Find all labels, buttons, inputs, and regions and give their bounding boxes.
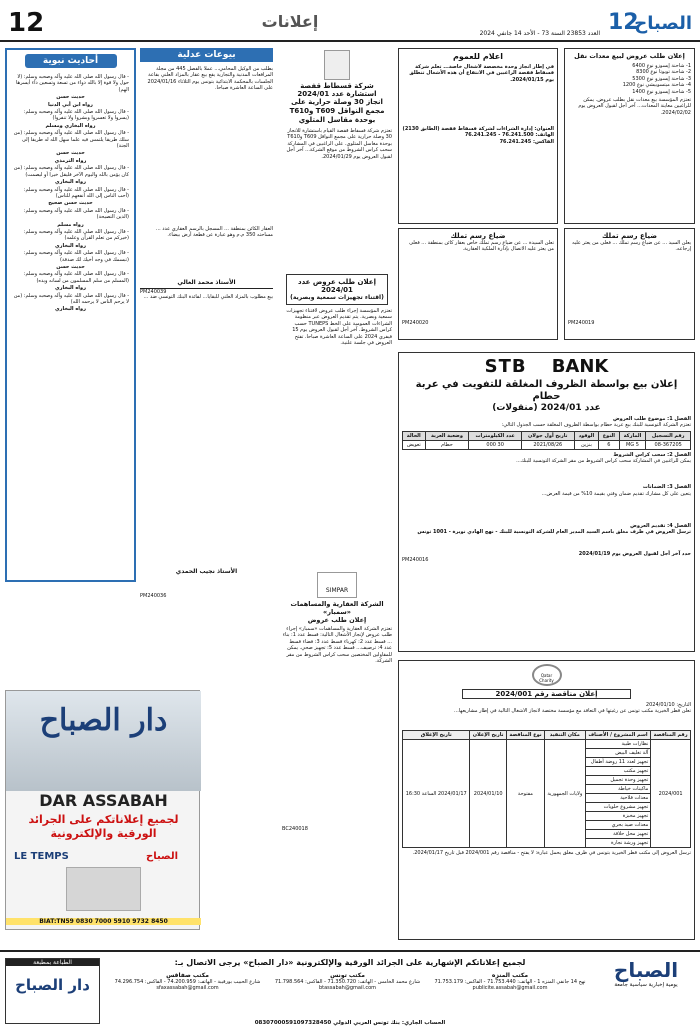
hadith-title: أحاديث نبوية [25, 54, 117, 68]
stb-ch1: الفصل 1: موضوع طلب العروض [612, 416, 691, 422]
judicial-body1: بطلب من الوكيل المحامي... عملا بالفصل 445 من مجلة المرافعات المدنية والتجارية يقع بيع عقار بالمزاد العلني بقاعة الجلسات بالمحكمة الابتدائية بتونس يوم الثلاثاء 2024/01/16 على الساعة العاشرة صباحا. [147, 66, 273, 92]
print-box [5, 958, 100, 1024]
hadith-item: - قال رسول الله صلى الله عليه وآله وصحبه وسلم: (تبسمك في وجه أخيك لك صدقة) [23, 250, 129, 263]
qatar-table [402, 730, 691, 848]
notice-body: في إطار انجاز وحدة مخصصة لأشغال خاصة... تعلم شركة فسفاط قفصة الراغبين في الانتفاع أن هذه الأشغال تنطلق يوم 2024/01/15. [409, 64, 554, 83]
qatar-title: إعلان مناقصة رقم 2024/001 [462, 689, 631, 699]
sale-item: 1- شاحنة إيسوزو نوع 6400 [632, 63, 691, 69]
stb-col-header: عدد الكيلومترات [469, 431, 522, 440]
qatar-item: تجهيز ورشة نجارة [585, 839, 651, 848]
sale-item: 4- شاحنة ميتسوبيشي نوع 1200 [622, 82, 691, 89]
svg-text:الصباح: الصباح [634, 13, 692, 34]
hadith-item: حديث حسن صحيح [48, 200, 93, 207]
qatar-ad [398, 660, 695, 940]
stb-code: PM240016 [402, 557, 429, 564]
footer-logo-text: الصباح [613, 958, 679, 982]
page-footer [0, 950, 700, 1029]
sale-item: 2- شاحنة تويوتا نوع 8300 [636, 69, 691, 76]
stb-ch3-body: يتعين على كل مشارك تقديم ضمان وقتي بقيمة 10% من قيمة العرض... [541, 490, 691, 497]
judicial-lawyer: الأستاذ محمد الغالي [177, 279, 236, 286]
office2-title: مكتب تونس [330, 972, 365, 979]
ad-name-en: DAR ASSABAH [39, 791, 168, 810]
stb-cell: 6 [599, 440, 619, 449]
sale-title: إعلان طلب عروض لبيع معدات نقل [574, 52, 685, 60]
hadith-item: - قال رسول الله صلى الله عليه وآله وصحبه وسلم: (المسلم من سلم المسلمون من لسانه ويده) [23, 271, 129, 284]
ad-slogan: لجميع إعلاناتكم على الجرائد الورقية والإلكترونية [28, 813, 179, 840]
qatar-item: تجهيز وحدة تجميل [585, 776, 651, 785]
offer-body: تعتزم المؤسسة إجراء طلب عروض لاقتناء تجهيزات سمعية وبصرية. يتم تقديم العروض عبر منظومة الشراءات العمومية على الخط TUNEPS حسب كراس الشروط. آخر أجل لقبول العروض يوم 15 فيفري 2024 على الساعة العاشرة صباحا. تفتح العروض في جلسة علنية. [286, 308, 392, 347]
qatar-item: تجهيز مخبزة [585, 812, 651, 821]
lost2-code: PM240019 [568, 320, 595, 326]
qatar-ref: 2024/001 [651, 740, 691, 848]
judicial-lawyer2: الأستاذ نجيب الحمدي [175, 568, 238, 575]
footer-tagline: يومية إخبارية سياسية جامعة [614, 982, 678, 988]
judicial-code2: PM240036 [140, 593, 167, 599]
lost2-body: يعلن السيد ... عن ضياع رسم تملك ... فعلى من يعثر عليه إرجاعه. [572, 240, 691, 253]
qatar-open-date: 2024/01/10 [470, 740, 507, 848]
cpg-title: شركة قسطاط قفصة [300, 82, 374, 90]
stb-cell: 30 000 [469, 440, 522, 449]
stb-ch3: الفصل 3: الضمانات [642, 484, 691, 491]
col5 [564, 48, 695, 346]
notice-addr: العنوان: إدارة الشراءات لشركة فسفاط قفصة (الطابق 2130) [402, 126, 554, 132]
office2-body: شارع محمد الخامس - الهاتف: 71.350.720 - الفاكس: 71.798.564 [274, 979, 421, 985]
qatar-col-header: تاريخ الإغلاق [403, 731, 470, 740]
qatar-col-header: اسم المشروع / الأصناف [585, 731, 651, 740]
offer-title: إعلان طلب عروض عدد 2024/01 [298, 278, 376, 294]
qatar-item: معدات صيد بحري [585, 821, 651, 830]
issue-info: العدد 23853 السنة 73 - الأحد 14 جانفي 2024 [479, 30, 600, 37]
footer-bank: الحساب الجاري: بنك تونس العربي الدولي 08307000591097328450 [254, 1020, 446, 1026]
hadith-item: - قال رسول الله صلى الله عليه وآله وصحبه وسلم: (خيركم من تعلم القرآن وعلمه) [23, 228, 129, 242]
lost-code: PM240020 [402, 320, 429, 326]
hadith-item: رواه مسلم [57, 221, 84, 228]
judicial-code: PM240039 [140, 289, 167, 295]
footer-office1 [430, 972, 590, 991]
ad-assabah-small: الصباح [146, 851, 179, 862]
simpar-sub: إعلان طلب عروض [307, 616, 367, 624]
stb-col-header: الوقود [574, 431, 599, 440]
offer-title-box [286, 274, 388, 305]
notice-title: اعلام للعموم [453, 52, 503, 61]
sale-item: 3- شاحنة إيسوزو نوع 5300 [632, 75, 691, 82]
simpar-logo: SIMPAR [317, 572, 357, 598]
footer-office3 [110, 972, 265, 991]
qatar-col-header: مكان التنفيذ [544, 731, 585, 740]
qatar-footer: ترسل العروض إلى مكتب قطر الخيرية بتونس في ظرف مغلق يحمل عبارة: لا يفتح - مناقصة رقم 2024/001 قبل تاريخ 2024/01/17. [412, 850, 691, 857]
judicial-title: بيوعات عدلية [140, 48, 273, 62]
page-number: 12 [8, 8, 45, 38]
qatar-item: تجهيز مكتب [585, 767, 651, 776]
lost-box [398, 228, 558, 340]
table-row [403, 740, 691, 749]
office2-mail: btassabah@gmail.com [318, 985, 377, 992]
stb-ad [398, 352, 695, 652]
lost-body: تعلن السيدة ... عن ضياع رسم تملك خاص بعقار كائن بمنطقة ... فعلى من يعثر عليه الاتصال بإدارة الملكية العقارية. [409, 240, 554, 253]
masthead-logo [606, 3, 694, 37]
ad-bank-line: BIAT:TN59 0830 7000 5910 9732 8450 [6, 918, 201, 925]
hadith-list [7, 72, 134, 316]
notice-phone: الهاتف: 76.241.500 - 76.241.245 [464, 132, 554, 139]
transport-sale-box [564, 48, 695, 224]
qatar-col-header: تاريخ الإعلان [470, 731, 507, 740]
qatar-item: تجهيز محل حلاقة [585, 830, 651, 839]
stb-col-header: تاريخ أول جولان [521, 431, 574, 440]
stb-deadline: حدد آخر أجل لقبول العروض يوم 2024/01/19 [578, 551, 691, 558]
lost2-title: ضياع رسم تملك [601, 232, 657, 240]
ad-letemps: LE TEMPS [14, 851, 69, 862]
footer-main: لجميع إعلاناتكم الإشهارية على الجرائد الورقية والإلكترونية «دار الصباح» يرجى الاتصال بـ: [174, 958, 526, 967]
divider [140, 288, 273, 289]
hadith-item: - قال رسول الله صلى الله عليه وآله وصحبه وسلم: (يسروا ولا تعسروا وبشروا ولا تنفروا) [23, 109, 129, 122]
stb-cell: 2021/08/26 [521, 440, 574, 449]
judicial-body3: بيع مطلوب بالمزاد العلني للبقايا... لفائدة البنك التونسي ضد ... [143, 294, 273, 300]
hadith-item: حديث حسن [56, 263, 85, 270]
qatar-close-date: 2024/01/17 الساعة 16:30 [403, 740, 470, 848]
hadith-item: رواه البخاري [55, 285, 86, 292]
hadith-item: حديث حسن [56, 94, 85, 101]
notice-box [398, 48, 558, 224]
stb-cell: حطام [425, 440, 469, 449]
qatar-item: نظارات طبية [585, 740, 651, 749]
cpg-sub: استشارة عدد 2024/01 [297, 90, 377, 98]
office3-body: شارع الحبيب بورقيبة - الهاتف: 74.200.959 - الفاكس: 74.296.754 [114, 979, 261, 985]
hadith-item: - قال رسول الله صلى الله عليه وآله وصحبه وسلم: (لا حول ولا قوة إلا بالله دواء من تسعة وتسعين داء أيسرها الهم) [15, 74, 129, 93]
stb-ch1-body: تعتزم الشركة التونسية للبنك بيع عربة حطام بواسطة الظروف المغلقة حسب الجدول التالي: [501, 422, 691, 429]
qatar-date: التاريخ: 2024/01/10 [645, 702, 691, 708]
hadith-item: حديث حسن [56, 150, 85, 157]
qatar-col-header: نوع المناقصة [506, 731, 544, 740]
hadith-item: رواه البخاري [55, 306, 86, 313]
office1-title: مكتب المنزه [491, 972, 529, 979]
stb-col-header: الماركة [619, 431, 646, 440]
hadith-item: رواه البخاري [55, 179, 86, 186]
stb-cell: MG 5 [619, 440, 646, 449]
hadith-item: - قال رسول الله صلى الله عليه وآله وصحبه وسلم: (من لا يرحم الناس لا يرحمه الله) [13, 292, 129, 305]
section-title: إعلانات [261, 12, 319, 31]
qatar-item: معدات فلاحية [585, 794, 651, 803]
hadith-item: رواه البخاري [55, 242, 86, 249]
col4 [398, 48, 558, 346]
print-logo: دار الصباح [15, 976, 90, 994]
stb-logo [402, 356, 691, 377]
hadith-item: رواه الترمذي [54, 157, 87, 164]
judicial-sales [140, 48, 273, 678]
stb-name: STB [484, 356, 527, 377]
office1-body: نهج 14 جانفي المنزه 1 - الهاتف: 71.753.440 - الفاكس: 71.753.179 [434, 979, 586, 985]
print-label: الطباعة بمطبعة [6, 959, 99, 966]
hadith-item: رواه البخاري ومسلم [45, 122, 96, 129]
hadith-item: - قال رسول الله صلى الله عليه وآله وصحبه وسلم: (الدين النصيحة) [23, 207, 129, 221]
footer-logo [596, 958, 696, 988]
stb-ch4-body: ترسل العروض في ظرف مغلق باسم السيد المدير العام للشركة التونسية للبنك - نهج الهادي نويرة - 1001 تونس [417, 529, 691, 536]
hadith-box [5, 48, 136, 582]
hadith-item: - قال رسول الله صلى الله عليه وآله وصحبه وسلم: (أحب الناس إلى الله أنفعهم للناس) [23, 186, 129, 199]
lost-title: ضياع رسم تملك [450, 232, 506, 240]
sale-item: 5- شاحنة إيسوزو نوع 1400 [632, 88, 691, 95]
qatar-item: آلة تغليف البيض [585, 749, 651, 758]
qatar-body: تعلن قطر الخيرية مكتب تونس عن رغبتها في التعاقد مع مؤسسة مختصة لانجاز الأشغال التالية في إطار مشاريعها... [454, 708, 691, 715]
stb-cell: تعويض [403, 440, 426, 449]
qatar-logo: Qatar Charity [532, 664, 562, 686]
sale-body: تعتزم المؤسسة بيع معدات نقل بطلب عروض. يمكن للراغبين معاينة المعدات... آخر أجل لقبول العروض يوم 2024/02/02. [578, 97, 691, 116]
header-rule [0, 40, 700, 42]
stb-cell: بنزين [574, 440, 599, 449]
stb-bank-word: BANK [551, 356, 609, 377]
qatar-type: مفتوحة [506, 740, 544, 848]
ad-logo: دار الصباح [39, 703, 168, 738]
stb-subtitle: عدد 2024/01 (منقولات) [492, 403, 601, 413]
col3 [282, 48, 392, 908]
hadith-item: - قال رسول الله صلى الله عليه وآله وصحبه وسلم: (من كان يؤمن بالله واليوم الآخر فليقل خيرا أو ليصمت) [13, 165, 129, 178]
simpar-title: الشركة العقارية والمساهمات «سمبار» [290, 600, 384, 616]
cpg-body: تعتزم شركة فسفاط قفصة القيام باستشارة للانجاز 30 وصلة حرارية على مجمع النواقل T609 وT610 بوحدة مغاسل المتلوي. على الراغبين في المشاركة سحب كراس الشروط من موقع الشركة... آخر أجل لقبول العروض يوم 2024/01/29. [286, 128, 392, 160]
office3-title: مكتب صفاقس [166, 972, 209, 979]
qatar-col-header: رقم المناقصة [651, 731, 691, 740]
hadith-item: - قال رسول الله صلى الله عليه وآله وصحبه وسلم: (من سلك طريقا يلتمس فيه علما سهل الله له طريقا إلى الجنة) [13, 130, 129, 150]
qatar-item: تجهيز لعدد 11 روضة أطفال [585, 758, 651, 767]
stb-col-header: النوع [599, 431, 619, 440]
footer-office2 [270, 972, 425, 991]
page-header [0, 0, 700, 42]
table-row [403, 440, 691, 449]
stb-col-header: رقم التسجيل [646, 431, 691, 440]
stb-col-header: وضعية العربة [425, 431, 469, 440]
lost2-box [564, 228, 695, 340]
qatar-item: تجهيز مشروع حلويات [585, 803, 651, 812]
stb-table [402, 431, 691, 450]
cpg-desc: انجاز 30 وصلة حرارية على مجمع النواقل T609 وT610 بوحدة مقاسل المتلوي [289, 98, 385, 124]
office3-mail: sfaxassabah@gmail.com [156, 985, 219, 992]
notice-fax: الفاكس: 76.241.245 [499, 138, 554, 145]
stb-cell: 08-367205 [646, 440, 691, 449]
offer-sub: (اقتناء تجهيزات سمعية وبصرية) [290, 294, 384, 301]
dar-assabah-ad [5, 690, 200, 930]
simpar-body: تعتزم الشركة العقارية والمساهمات «سمبار» إجراء طلب عروض لإنجاز الأشغال التالية: قسط عدد 1: بناء ... قسط عدد 2: كهرباء قسط عدد 3: فضاء قسط عدد 4: ترصيف... قسط عدد 5: تجهيز صحي. يمكن للمقاولين المختصين سحب كراس الشروط من مقر الشركة. [282, 626, 392, 665]
stb-ch4: الفصل 4: تقديم العروض [630, 522, 691, 529]
stb-ch2: الفصل 2: سحب كراس الشروط [613, 451, 691, 458]
hadith-item: رواه ابن أبي الدنيا [48, 101, 93, 108]
office1-mail: publicite.assabah@gmail.com [472, 985, 548, 992]
qatar-place: ولايات الجمهورية [544, 740, 585, 848]
stb-col-header: الحالة [403, 431, 426, 440]
cpg-logo [324, 50, 350, 80]
qatar-item: ماكينات خياطة [585, 785, 651, 794]
stb-ch2-body: يمكن للراغبين في المشاركة سحب كراس الشروط من مقر الشركة التونسية للبنك... [516, 458, 691, 465]
ad-newspapers-img [66, 867, 141, 911]
simpar-code: BC240018 [282, 826, 308, 832]
stb-title: إعلان بيع بواسطة الظروف المغلقة للتفويت في عربة حطام [415, 379, 678, 402]
sale-items [568, 63, 691, 95]
svg-text:12: 12 [608, 10, 639, 35]
judicial-body2: العقار الكائن بمنطقة ... المسجل بالرسم العقاري عدد ... مساحته 350 م.م وهو عبارة عن قطعة أرض بيضاء. [155, 226, 273, 239]
